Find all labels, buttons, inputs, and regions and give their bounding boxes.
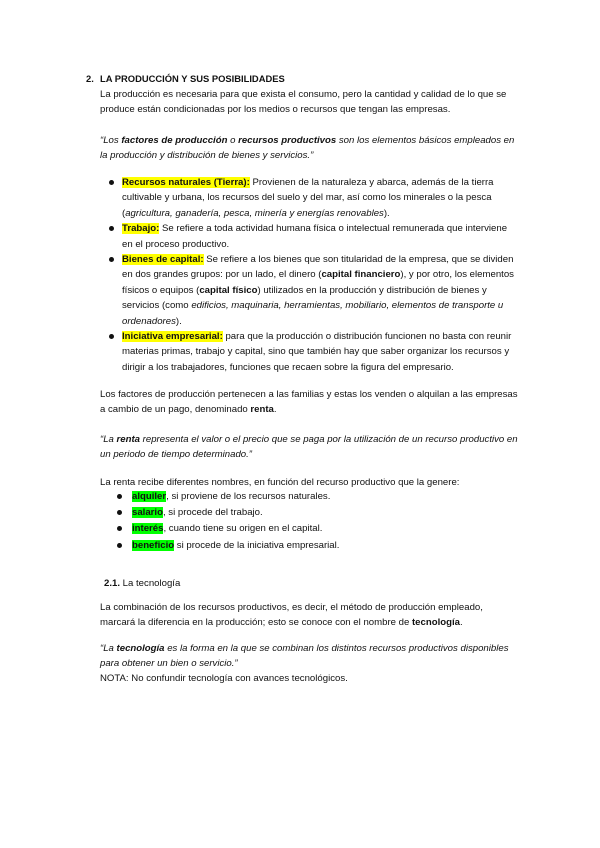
bullet-icon [109,257,114,262]
rent-term: interés [132,523,164,535]
bullet-icon [109,180,114,185]
section-heading [86,71,285,86]
rent-text: , cuando tiene su origen en el capital. [163,523,323,535]
quote-rest: son los elementos básicos empleados en la producción y distribución de bienes y servicios.” [100,135,515,162]
factor-label: Trabajo: [122,223,160,235]
quote-open: “La [100,643,117,654]
bullet-icon [109,226,114,231]
bullet-icon [117,510,122,515]
technology-definition-quote [100,641,520,672]
factor-text-2: ), y por otro, los elementos físicos o equipos ( [122,269,514,296]
subsection-heading [104,576,180,591]
factor-text: Se refiere a toda actividad humana física o intelectual remunerada que interviene en el proceso productivo. [122,223,508,250]
technology-paragraph [100,600,520,631]
list-item [112,505,512,521]
subsection-number: 2.1. [104,578,121,589]
list-item [100,221,520,252]
quote-rest: es la forma en la que se combinan los distintos recursos productivos disponibles para obtener un bien o servicio.” [100,643,509,670]
rent-text: , si procede del trabajo. [162,507,263,519]
factor-text: Provienen de la naturaleza y abarca, además de la tierra cultivable y urbana, los recursos del suelo y del mar, así como los minerales o la pesca ( [122,177,494,219]
bullet-icon [117,543,122,548]
rent-term: alquiler [132,491,167,502]
list-item [112,538,512,554]
factor-label: Iniciativa empresarial: [122,331,223,343]
bullet-icon [109,334,114,339]
term-capital-financiero: capital financiero [321,269,401,281]
factor-text-3: ) utilizados en la producción y distribución de bienes y servicios (como [122,284,487,312]
technology-end: . [459,617,463,629]
intro-paragraph: La producción es necesaria para que exista el consumo, pero la cantidad y calidad de lo que se produce están condicionadas por los medios o recursos que tengan las empresas. [100,89,507,116]
quote-rest: representa el valor o el precio que se paga por la utilización de un recurso productivo en un periodo de tiempo determinado.” [100,434,518,461]
list-item [100,329,520,375]
section-title: LA PRODUCCIÓN Y SUS POSIBILIDADES [100,73,285,84]
rent-term: beneficio [132,539,175,551]
quote-open: “La [100,434,117,445]
factor-examples: edificios, maquinaria, herramientas, mobiliario, elementos de transporte u ordenadores [122,300,504,327]
bullet-icon [117,494,122,499]
rent-text: si procede de la iniciativa empresarial. [174,539,340,551]
renta-definition-quote [100,432,520,463]
factor-label: Recursos naturales (Tierra): [122,177,250,188]
subsection-title: La tecnología [120,578,181,589]
term-renta: renta [250,404,274,416]
term-recursos: recursos productivos [238,135,337,146]
rent-intro: La renta recibe diferentes nombres, en función del recurso productivo que la genere: [100,477,460,488]
term-factores: factores de producción [121,135,228,146]
quote-mid: o [227,135,239,146]
list-item [100,175,520,221]
factor-examples: agricultura, ganadería, pesca, minería y energías renovables [125,207,384,219]
factors-definition-quote [100,133,520,164]
factor-end: ). [175,315,182,327]
section-number: 2. [86,73,94,84]
families-text: Los factores de producción pertenecen a las familias y estas los venden o alquilan a las empresas a cambio de un pago, denominado [100,389,518,416]
rent-term: salario [132,507,163,519]
list-item [112,489,512,505]
factor-text: Se refiere a los bienes que son titularidad de la empresa, que se dividen en dos grandes grupos: por un lado, el dinero ( [122,254,514,281]
list-item [100,252,520,329]
term-renta: renta [116,434,141,445]
term-capital-fisico: capital físico [199,284,258,296]
factors-list [100,175,520,375]
term-tecnologia: tecnología [411,617,460,629]
rent-types-list [112,489,512,554]
note-text: NOTA: No confundir tecnología con avances tecnológicos. [100,673,348,684]
factor-end: ). [383,207,390,219]
technology-text: La combinación de los recursos productivos, es decir, el método de producción empleado, marcará la diferencia en la producción; esto se conoce con el nombre de [100,602,483,629]
bullet-icon [117,526,122,531]
quote-open: “Los [100,135,122,146]
families-end: . [273,404,277,416]
factor-label: Bienes de capital: [122,254,204,266]
families-paragraph [100,387,520,418]
rent-text: , si proviene de los recursos naturales. [166,491,331,502]
list-item [112,521,512,537]
term-tecnologia: tecnología [116,643,165,654]
factor-text: para que la producción o distribución funcionen no basta con reunir materias primas, trabajo y capital, sino que también hay que saber organizar los recursos y dirigir a los trabajadores, funciones que recaen sobre la figura del empresario. [122,331,512,373]
